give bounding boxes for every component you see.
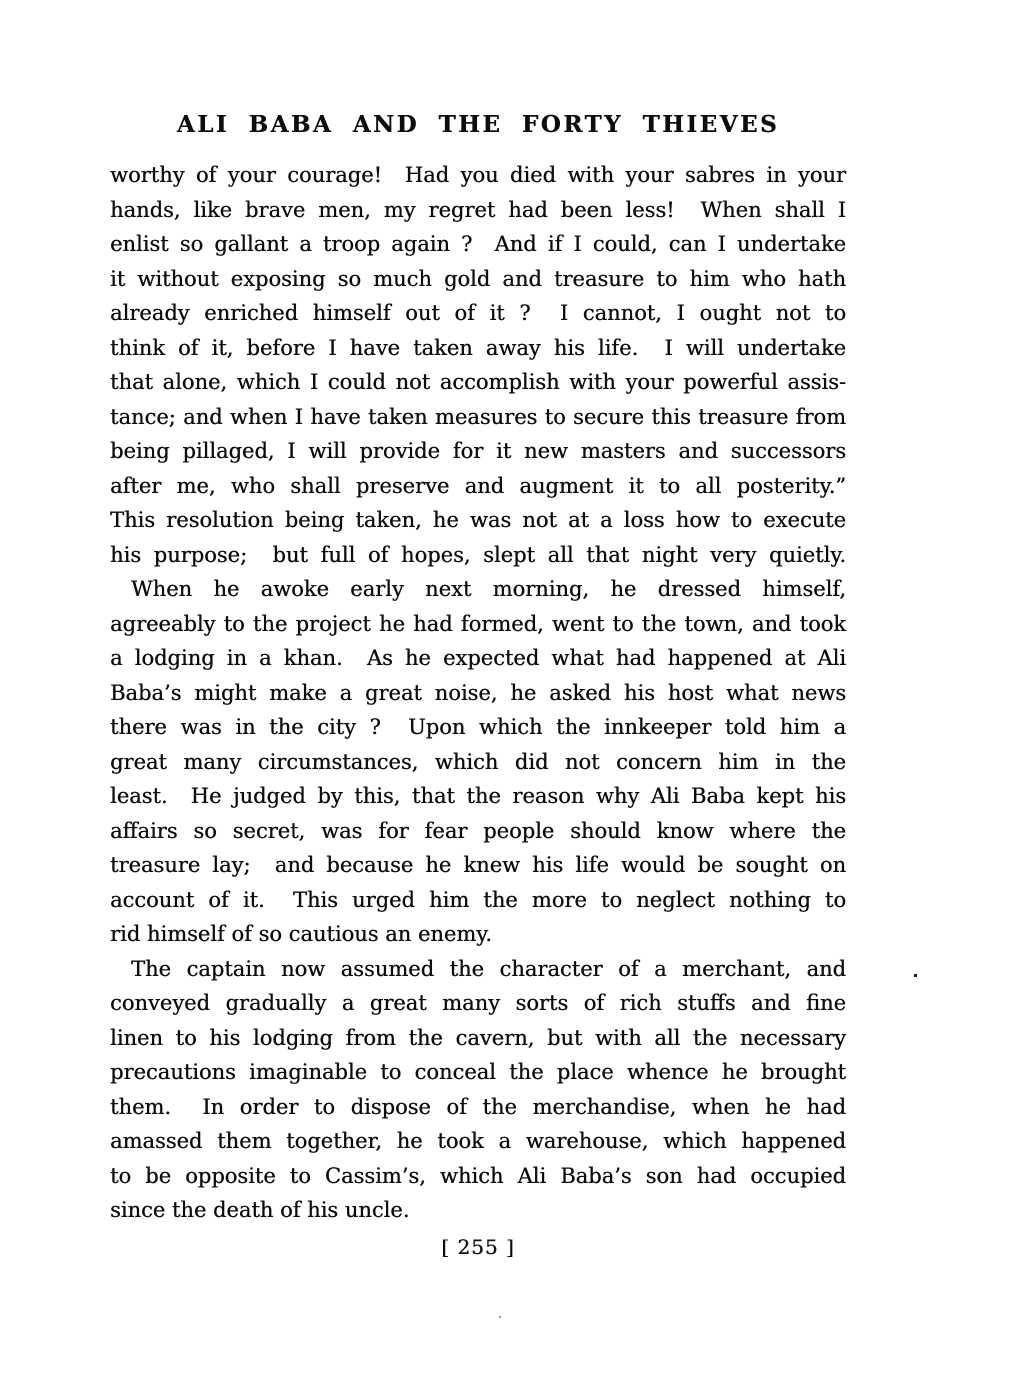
text-line: precautions imaginable to conceal the place whence he brought xyxy=(110,1060,846,1084)
text-line: linen to his lodging from the cavern, but with all the necessary xyxy=(110,1025,846,1050)
text-line: a lodging in a khan. As he expected what had happened at Ali xyxy=(110,646,846,670)
text-line: The captain now assumed the character of a merchant, and xyxy=(131,956,846,981)
text-line: there was in the city ? Upon which the innkeeper told him a xyxy=(110,715,846,739)
text-line: agreeably to the project he had formed, went to the town, and took xyxy=(110,611,846,636)
text-line: since the death of his uncle. xyxy=(110,1198,410,1222)
ink-speck xyxy=(914,974,917,977)
text-line: worthy of your courage! Had you died with your sabres in your xyxy=(110,163,846,187)
paragraph xyxy=(110,572,846,952)
text-line: treasure lay; and because he knew his life would be sought on xyxy=(110,853,846,877)
paragraph xyxy=(110,952,846,1228)
text-line: conveyed gradually a great many sorts of rich stuffs and fine xyxy=(110,991,846,1015)
text-line: being pillaged, I will provide for it new masters and successors xyxy=(110,439,846,463)
text-line: think of it, before I have taken away his life. I will undertake xyxy=(110,335,846,360)
text-line: hands, like brave men, my regret had been less! When shall I xyxy=(110,197,846,222)
text-line: already enriched himself out of it ? I cannot, I ought not to xyxy=(110,301,846,325)
ink-speck xyxy=(499,1316,501,1318)
text-line: Baba’s might make a great noise, he asked his host what news xyxy=(110,680,846,705)
text-line: them. In order to dispose of the merchandise, when he had xyxy=(110,1094,846,1119)
text-line: rid himself of so cautious an enemy. xyxy=(110,922,492,946)
text-column xyxy=(110,112,846,1260)
text-line: This resolution being taken, he was not at a loss how to execute xyxy=(110,508,846,532)
text-line: that alone, which I could not accomplish with your powerful assis- xyxy=(110,370,846,394)
text-line: his purpose; but full of hopes, slept all that night very quietly. xyxy=(110,542,846,567)
text-line: account of it. This urged him the more to neglect nothing to xyxy=(110,887,846,912)
text-line: least. He judged by this, that the reason why Ali Baba kept his xyxy=(110,784,846,808)
text-line: it without exposing so much gold and treasure to him who hath xyxy=(110,266,846,291)
page-number: [ 255 ] xyxy=(441,1234,515,1259)
text-line: amassed them together, he took a warehouse, which happened xyxy=(110,1129,846,1153)
running-head-title: ALI BABA AND THE FORTY THIEVES xyxy=(176,111,780,138)
text-line: after me, who shall preserve and augment it to all posterity.” xyxy=(110,473,846,498)
text-line: When he awoke early next morning, he dressed himself, xyxy=(131,577,846,601)
text-line: tance; and when I have taken measures to secure this treasure from xyxy=(110,404,846,429)
text-line: affairs so secret, was for fear people should know where the xyxy=(110,818,846,843)
body-text xyxy=(110,158,846,1228)
text-line: to be opposite to Cassim’s, which Ali Baba’s son had occupied xyxy=(110,1163,846,1188)
paragraph xyxy=(110,158,846,572)
text-line: enlist so gallant a troop again ? And if I could, can I undertake xyxy=(110,232,846,256)
text-line: great many circumstances, which did not concern him in the xyxy=(110,749,846,774)
